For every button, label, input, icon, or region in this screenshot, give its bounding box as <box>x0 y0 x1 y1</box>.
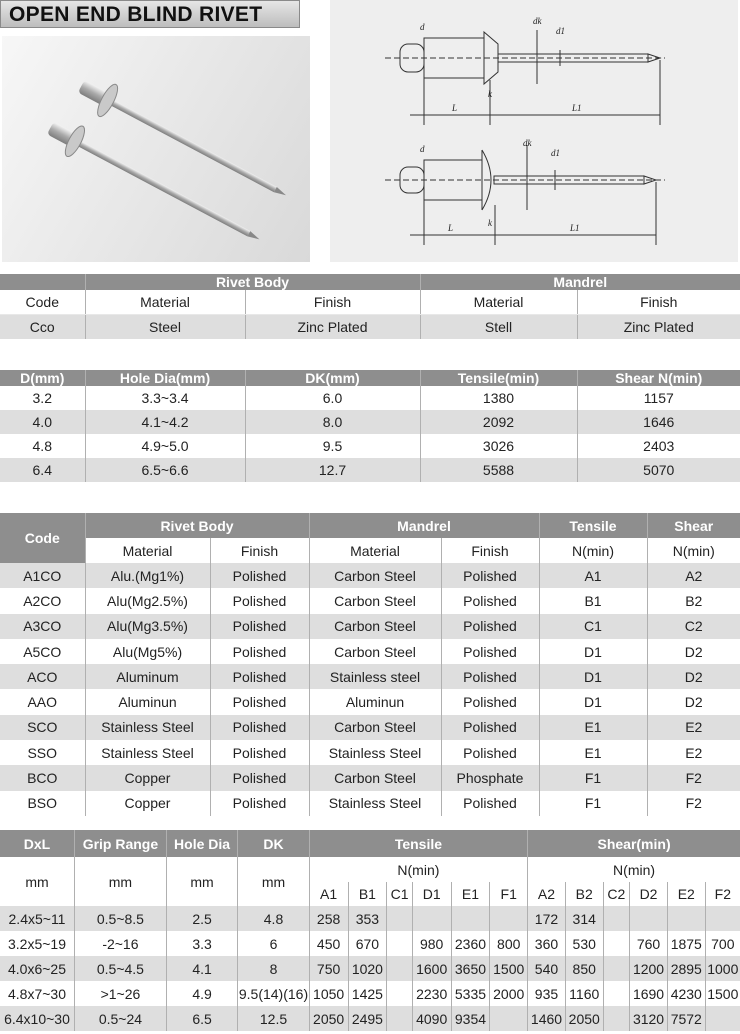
table-cell: D2 <box>684 694 703 711</box>
table-cell: 3.3~3.4 <box>85 386 245 410</box>
table4-col-header: D2 <box>630 882 668 906</box>
table-row <box>0 765 740 790</box>
table-row <box>0 458 740 482</box>
table-cell: E2 <box>685 744 703 761</box>
table-cell: Polished <box>441 740 539 765</box>
table-cell: 2403 <box>643 438 675 454</box>
table-cell: Polished <box>210 765 309 790</box>
table-cell: Polished <box>210 614 309 639</box>
table-cell: Cco <box>0 315 85 340</box>
table1-sub-code: Code <box>0 290 85 315</box>
table-cell: Polished <box>210 740 309 765</box>
table-cell: Carbon Steel <box>309 639 441 664</box>
table2-header-cell: Hole Dia(mm) <box>85 370 245 386</box>
label-l1-upper: L1 <box>572 103 582 113</box>
table3-header-code: Code <box>0 513 85 563</box>
table-cell: 353 <box>348 906 387 931</box>
table-row <box>0 981 740 1006</box>
table-cell <box>667 906 705 931</box>
table-row <box>0 791 740 816</box>
label-l1-lower: L1 <box>570 223 580 233</box>
table-cell <box>603 1006 630 1031</box>
table-cell: 670 <box>348 931 387 956</box>
table-cell: 4.1 <box>166 956 237 981</box>
table2-header-cell: Shear N(min) <box>615 370 703 386</box>
table-cell: 1600 <box>412 956 451 981</box>
table-cell: Zinc Plated <box>623 319 694 335</box>
table-cell: Polished <box>441 639 539 664</box>
page-title: OPEN END BLIND RIVET <box>9 3 263 26</box>
table-cell: 6.4x10~30 <box>0 1006 75 1031</box>
table-cell: 1020 <box>348 956 387 981</box>
table-cell: Stainless Steel <box>85 740 210 765</box>
table-cell: 3.2x5~19 <box>0 931 75 956</box>
table-cell: 9.5(14)(16) <box>238 981 309 1006</box>
table-cell: Polished <box>210 664 309 689</box>
table-cell <box>705 906 740 931</box>
table-cell: 172 <box>528 906 566 931</box>
table-material-spec <box>0 274 740 339</box>
table-cell: Copper <box>85 791 210 816</box>
table-cell: 3120 <box>630 1006 668 1031</box>
table-cell <box>412 906 451 931</box>
table3-sub-header <box>0 538 740 563</box>
table4-group-header <box>0 830 740 857</box>
table-cell: -2~16 <box>75 931 167 956</box>
label-d1-upper: d1 <box>556 26 565 36</box>
table-cell: 4.1~4.2 <box>85 410 245 434</box>
table-cell: 4.8x7~30 <box>0 981 75 1006</box>
table-cell: Aluminum <box>85 664 210 689</box>
table-cell: A1 <box>539 563 647 588</box>
table-cell <box>630 906 668 931</box>
table-cell: AAO <box>0 689 85 714</box>
table-cell <box>490 906 528 931</box>
table4-header-dxl: DxL <box>0 830 75 857</box>
table-cell: 5070 <box>643 462 675 478</box>
label-k-lower: k <box>488 218 492 228</box>
table-cell: 8 <box>238 956 309 981</box>
table-cell: 360 <box>528 931 566 956</box>
table-cell <box>490 1006 528 1031</box>
table-cell: 4.9 <box>166 981 237 1006</box>
table-cell: F2 <box>685 770 702 787</box>
table-row <box>0 639 740 664</box>
label-d-upper: d <box>420 22 425 32</box>
table-cell: 2050 <box>309 1006 348 1031</box>
table4-body <box>0 906 740 1031</box>
table1-sub-material: Material <box>420 290 577 315</box>
table4-unit-shear: N(min) <box>613 861 656 878</box>
table-cell: 2.5 <box>166 906 237 931</box>
table4-col-header: D1 <box>412 882 451 906</box>
table-cell: 800 <box>490 931 528 956</box>
table3-header-mandrel: Mandrel <box>309 513 539 538</box>
table-cell: 700 <box>711 935 735 952</box>
table-cell: D2 <box>684 643 703 660</box>
table3-sub-cell: Material <box>85 538 210 563</box>
table-row <box>0 715 740 740</box>
table-cell: 4.8 <box>238 906 309 931</box>
table-cell: 2360 <box>451 931 490 956</box>
table-cell: E1 <box>539 740 647 765</box>
table-cell: 4230 <box>667 981 705 1006</box>
table-cell: Polished <box>210 639 309 664</box>
table3-header-shear: Shear <box>674 517 714 534</box>
table4-col-header: F1 <box>490 882 528 906</box>
table-codes <box>0 513 740 816</box>
table-cell: Carbon Steel <box>309 563 441 588</box>
table-cell: 2.4x5~11 <box>0 906 75 931</box>
table4-unit-grip: mm <box>75 857 167 906</box>
table4-col-header: E2 <box>667 882 705 906</box>
table3-group-header <box>0 513 740 538</box>
drawing-upper-rivet <box>385 30 665 125</box>
table1-header-rivet-body: Rivet Body <box>85 274 420 290</box>
table-cell: Steel <box>85 315 245 340</box>
table4-col-header: E1 <box>451 882 490 906</box>
table-cell: Polished <box>441 664 539 689</box>
table-cell: A1CO <box>0 563 85 588</box>
table-row <box>0 588 740 613</box>
label-l-upper: L <box>452 103 458 113</box>
table-cell: Polished <box>210 715 309 740</box>
table-cell <box>387 931 413 956</box>
table-cell: Aluminun <box>85 689 210 714</box>
table-cell: Polished <box>441 791 539 816</box>
table4-header-grip: Grip Range <box>75 830 167 857</box>
table-cell <box>387 906 413 931</box>
table-row <box>0 931 740 956</box>
table-cell: 1875 <box>667 931 705 956</box>
table-cell: A2 <box>685 567 703 584</box>
table-cell: 1500 <box>707 985 739 1002</box>
table-cell: F1 <box>539 791 647 816</box>
rivet-drawing-svg <box>330 0 738 262</box>
table-cell: 4.0x6~25 <box>0 956 75 981</box>
table-cell: 6.4 <box>0 458 85 482</box>
table-cell: 1690 <box>630 981 668 1006</box>
table-cell <box>603 981 630 1006</box>
table-cell: 3650 <box>451 956 490 981</box>
table4-unit-tensile: N(min) <box>309 857 527 882</box>
technical-drawing <box>330 0 738 262</box>
table-row <box>0 956 740 981</box>
table2-header <box>0 370 740 386</box>
table3-header-tensile: Tensile <box>539 513 647 538</box>
table-cell: 1200 <box>630 956 668 981</box>
table-cell: 0.5~4.5 <box>75 956 167 981</box>
table-cell: 1157 <box>643 390 674 406</box>
table-cell: 3026 <box>420 434 577 458</box>
table-cell: 5588 <box>420 458 577 482</box>
table-dimensions <box>0 370 740 482</box>
table-cell <box>705 1006 740 1031</box>
table-cell: 1646 <box>643 414 675 430</box>
table-cell: 4.9~5.0 <box>85 434 245 458</box>
table-cell: 450 <box>309 931 348 956</box>
table1-sub-finish: Finish <box>245 290 420 315</box>
table-cell: F1 <box>539 765 647 790</box>
table-cell: Polished <box>441 563 539 588</box>
table4-header-hole: Hole Dia <box>166 830 237 857</box>
table-cell: 314 <box>565 906 603 931</box>
table-cell: E1 <box>539 715 647 740</box>
table-row <box>0 410 740 434</box>
table-cell: 1050 <box>309 981 348 1006</box>
table2-header-cell: DK(mm) <box>245 370 420 386</box>
table3-sub-cell: N(min) <box>672 542 715 559</box>
table-cell: 530 <box>565 931 603 956</box>
table4-col-header: C1 <box>387 882 413 906</box>
table-cell: 0.5~24 <box>75 1006 167 1031</box>
table-cell: 4090 <box>412 1006 451 1031</box>
table-cell: C2 <box>684 618 703 635</box>
table-cell: 6.5 <box>166 1006 237 1031</box>
table-cell <box>451 906 490 931</box>
table-cell: Copper <box>85 765 210 790</box>
table4-unit-hole: mm <box>166 857 237 906</box>
table-cell: 935 <box>528 981 566 1006</box>
label-dk-lower: dk <box>523 138 532 148</box>
label-k-upper: k <box>488 89 492 99</box>
table-cell: 6.0 <box>245 386 420 410</box>
table3-sub-cell: N(min) <box>539 538 647 563</box>
table4-col-header: F2 <box>714 886 731 902</box>
table-cell: Alu(Mg3.5%) <box>85 614 210 639</box>
table-cell: B2 <box>685 592 703 609</box>
table-cell: BSO <box>0 791 85 816</box>
table-cell: Stell <box>420 315 577 340</box>
table-cell: >1~26 <box>75 981 167 1006</box>
table-cell: D1 <box>539 639 647 664</box>
table-cell: F2 <box>685 795 702 812</box>
table-cell: 540 <box>528 956 566 981</box>
table-cell: 850 <box>565 956 603 981</box>
table1-group-header <box>0 274 740 290</box>
table3-sub-cell: Finish <box>441 538 539 563</box>
table-cell: A2CO <box>0 588 85 613</box>
table-cell: D1 <box>539 689 647 714</box>
rivet-photo-illustration <box>2 36 310 262</box>
table4-header-dk: DK <box>238 830 309 857</box>
table-cell: 4.8 <box>0 434 85 458</box>
table-cell: SSO <box>0 740 85 765</box>
table-cell: 6 <box>238 931 309 956</box>
table1-sub-finish: Finish <box>577 290 740 315</box>
table-cell: Zinc Plated <box>245 315 420 340</box>
table-row <box>0 740 740 765</box>
table-cell <box>603 906 630 931</box>
table-cell: Polished <box>441 588 539 613</box>
table-cell: D1 <box>539 664 647 689</box>
table-cell: 3.2 <box>0 386 85 410</box>
table-cell: 2050 <box>565 1006 603 1031</box>
table-cell: E2 <box>685 719 703 736</box>
table-cell: 0.5~8.5 <box>75 906 167 931</box>
table2-header-cell: D(mm) <box>0 370 85 386</box>
table4-col-header: B1 <box>348 882 387 906</box>
table-cell: Carbon Steel <box>309 715 441 740</box>
table4-unit-row <box>0 857 740 882</box>
table3-header-rivet-body: Rivet Body <box>85 513 309 538</box>
table-cell: C1 <box>539 614 647 639</box>
table-cell: 2000 <box>490 981 528 1006</box>
table-cell <box>387 981 413 1006</box>
table-cell: ACO <box>0 664 85 689</box>
table-cell: Alu.(Mg1%) <box>85 563 210 588</box>
table-cell: Polished <box>210 563 309 588</box>
table-cell: Polished <box>441 689 539 714</box>
table-cell: 980 <box>412 931 451 956</box>
table-cell: 750 <box>309 956 348 981</box>
table4-header-tensile: Tensile <box>309 830 527 857</box>
table-cell: 3.3 <box>166 931 237 956</box>
table4-unit-dk: mm <box>238 857 309 906</box>
table-cell: Polished <box>210 689 309 714</box>
table-cell: Polished <box>210 791 309 816</box>
table-cell: 258 <box>309 906 348 931</box>
label-dk-upper: dk <box>533 16 542 26</box>
table-cell <box>387 956 413 981</box>
title-bar <box>0 0 300 28</box>
table-cell: 12.5 <box>238 1006 309 1031</box>
drawing-lower-rivet <box>385 145 665 245</box>
product-photo <box>2 36 310 262</box>
table-cell: Polished <box>441 614 539 639</box>
table-cell: SCO <box>0 715 85 740</box>
table-cell: 2495 <box>348 1006 387 1031</box>
table-cell: 5335 <box>451 981 490 1006</box>
table-row <box>0 563 740 588</box>
table-cell: Alu(Mg2.5%) <box>85 588 210 613</box>
table-cell <box>603 931 630 956</box>
table-row <box>0 386 740 410</box>
table-cell: Aluminun <box>309 689 441 714</box>
table4-col-header: A2 <box>528 882 566 906</box>
table-cell: 1000 <box>707 960 739 977</box>
table-cell <box>387 1006 413 1031</box>
table4-unit-dxl: mm <box>0 857 75 906</box>
table-cell: 12.7 <box>245 458 420 482</box>
table4-header-shear: Shear(min) <box>597 835 671 852</box>
table-cell: Stainless steel <box>309 664 441 689</box>
table-cell: Alu(Mg5%) <box>85 639 210 664</box>
table-row <box>0 1006 740 1031</box>
table-row <box>0 614 740 639</box>
table1-header-mandrel: Mandrel <box>553 274 608 290</box>
table-cell: 1500 <box>490 956 528 981</box>
table1-sub-material: Material <box>85 290 245 315</box>
table-cell: Carbon Steel <box>309 588 441 613</box>
table-row <box>0 689 740 714</box>
table-grip-range <box>0 830 740 1031</box>
table-cell: Polished <box>210 588 309 613</box>
table-cell: 1460 <box>528 1006 566 1031</box>
table-cell: 9.5 <box>245 434 420 458</box>
table-cell: 4.0 <box>0 410 85 434</box>
table-cell: Polished <box>441 715 539 740</box>
table-cell: Stainless Steel <box>85 715 210 740</box>
table-cell: 1160 <box>565 981 603 1006</box>
table-cell: 8.0 <box>245 410 420 434</box>
table-cell: Phosphate <box>441 765 539 790</box>
table-cell: 2092 <box>420 410 577 434</box>
table-cell: Carbon Steel <box>309 765 441 790</box>
table4-col-header: B2 <box>565 882 603 906</box>
table-cell: 6.5~6.6 <box>85 458 245 482</box>
table-cell: 2230 <box>412 981 451 1006</box>
table-cell: Carbon Steel <box>309 614 441 639</box>
table-row <box>0 315 740 340</box>
label-d1-lower: d1 <box>551 148 560 158</box>
table3-sub-cell: Material <box>309 538 441 563</box>
table-cell: B1 <box>539 588 647 613</box>
table-cell: 1380 <box>420 386 577 410</box>
table-row <box>0 906 740 931</box>
table-cell: A5CO <box>0 639 85 664</box>
label-l-lower: L <box>448 223 454 233</box>
table-cell <box>603 956 630 981</box>
table3-body <box>0 563 740 816</box>
table2-header-cell: Tensile(min) <box>420 370 577 386</box>
table-cell: 9354 <box>451 1006 490 1031</box>
table-cell: BCO <box>0 765 85 790</box>
table4-col-header: A1 <box>309 882 348 906</box>
table-row <box>0 664 740 689</box>
table-cell: Stainless Steel <box>309 740 441 765</box>
table-cell: Stainless Steel <box>309 791 441 816</box>
table-cell: 7572 <box>667 1006 705 1031</box>
table-row <box>0 434 740 458</box>
label-d-lower: d <box>420 144 425 154</box>
table1-sub-header <box>0 290 740 315</box>
table-cell: 760 <box>630 931 668 956</box>
table3-sub-cell: Finish <box>210 538 309 563</box>
table-cell: A3CO <box>0 614 85 639</box>
table-cell: 1425 <box>348 981 387 1006</box>
table-cell: 2895 <box>667 956 705 981</box>
table-cell: D2 <box>684 668 703 685</box>
table4-col-header: C2 <box>603 882 630 906</box>
